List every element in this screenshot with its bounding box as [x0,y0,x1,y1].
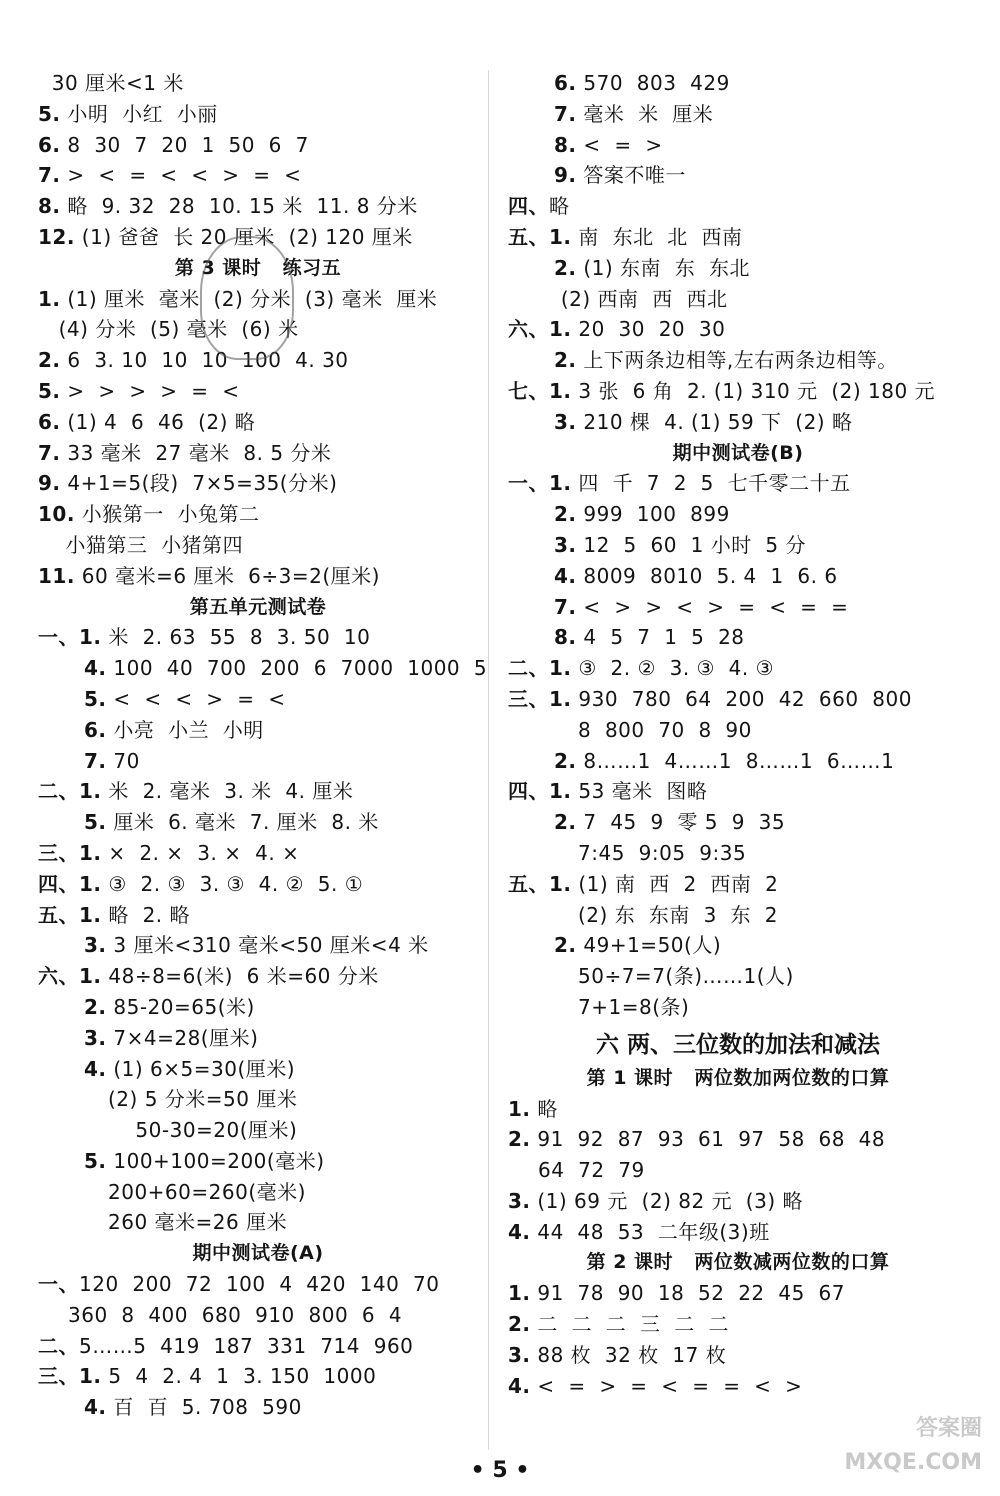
answer-line [508,1155,968,1186]
answer-text: 100 40 700 200 6 7000 1000 5 [106,656,488,681]
answer-line [508,1186,968,1217]
answer-text: 88 枚 32 枚 17 枚 [530,1342,727,1367]
answer-line [508,900,968,931]
answer-line [38,1115,478,1146]
answer-text: 33 毫米 27 毫米 8. 5 分米 [60,440,332,465]
answer-text: 6 3. 10 10 10 100 4. 30 [60,348,349,373]
answer-text: 85-20=65(米) [106,994,255,1019]
answer-line [508,992,968,1023]
answer-line [508,838,968,869]
question-number: 1. [508,1281,531,1306]
answer-line [38,499,478,530]
answer-line [508,592,968,623]
answer-text: 毫米 米 厘米 [576,101,714,126]
answer-line [38,376,478,407]
watermark-line: 答案圈 [915,1416,982,1441]
answer-line [38,1023,478,1054]
answer-text: 48÷8=6(米) 6 米=60 分米 [101,964,379,989]
question-number: 三、1. [38,840,102,865]
question-number: 5. [38,101,61,126]
answer-line [38,191,478,222]
answer-text: 120 200 72 100 4 420 140 70 [79,1272,440,1297]
answer-line [38,1084,478,1115]
question-number: 5. [84,1148,107,1173]
question-number: 2. [554,502,577,527]
answer-line [38,622,478,653]
question-number: 七、1. [508,378,572,403]
answer-text: 100+100=200(毫米) [106,1148,325,1173]
answer-line [508,869,968,900]
answer-line [508,130,968,161]
answer-text: (4) 分米 (5) 毫米 (6) 米 [38,317,299,342]
answer-line [508,530,968,561]
answer-line [508,1094,968,1125]
answer-text: 60 毫米=6 厘米 6÷3=2(厘米) [74,563,380,588]
answer-text: 答案不唯一 [576,163,686,188]
answer-text: 12 5 60 1 小时 5 分 [576,532,807,557]
question-number: 9. [554,163,577,188]
answer-text: > > > > = < [60,378,240,403]
answer-line [38,1177,478,1208]
answer-line [38,869,478,900]
answer-text: < = > = < = = < > [530,1373,803,1398]
answer-line [38,438,478,469]
answer-text: 50-30=20(厘米) [108,1118,298,1143]
answer-text: (1) 东南 东 东北 [576,255,750,280]
answer-line [508,1217,968,1248]
answer-text: 91 92 87 93 61 97 58 68 48 [530,1127,886,1152]
question-number: 2. [508,1127,531,1152]
question-number: 4. [508,1219,531,1244]
question-number: 9. [38,471,61,496]
answer-text: 百 百 5. 708 590 [106,1395,302,1420]
question-number: 2. [554,348,577,373]
answer-line [508,1124,968,1155]
answer-line [508,961,968,992]
answer-text: 8 800 70 8 90 [578,717,752,742]
answer-line [38,1300,478,1331]
answer-line [38,746,478,777]
answer-text: 7+1=8(条) [578,994,690,1019]
answer-text: 8 30 7 20 1 50 6 7 [60,132,309,157]
answer-text: 91 78 90 18 52 22 45 67 [530,1281,845,1306]
answer-line [508,222,968,253]
answer-text: 200+60=260(毫米) [108,1179,306,1204]
answer-line [508,1278,968,1309]
answer-line [38,776,478,807]
answer-text: 小亮 小兰 小明 [106,717,264,742]
question-number: 四、1. [508,779,572,804]
answer-text: 70 [106,748,140,773]
answer-text: 四 千 7 2 5 七千零二十五 [571,471,851,496]
answer-line [38,715,478,746]
question-number: 3. [508,1188,531,1213]
answer-text: 略 9. 32 28 10. 15 米 11. 8 分米 [60,194,418,219]
section-heading: 第 2 课时 两位数减两位数的口算 [586,1251,890,1274]
answer-text: (1) 厘米 毫米 (2) 分米 (3) 毫米 厘米 [60,286,438,311]
answer-line [508,314,968,345]
answer-text: (1) 南 西 2 西南 2 [571,871,779,896]
question-number: 2. [554,255,577,280]
watermark-line: MXQE.COM [844,1450,982,1475]
answer-text: 4 5 7 1 5 28 [576,625,745,650]
answer-line [508,68,968,99]
chapter-title: 六 两、三位数的加法和减法 [595,1031,880,1058]
answer-line [38,684,478,715]
answer-text: (1) 爸爸 长 20 厘米 (2) 120 厘米 [74,224,413,249]
answer-text: 略 [549,194,570,219]
question-number: 四、1. [38,871,102,896]
answer-text: 7 45 9 零 5 9 35 [576,810,786,835]
question-number: 二、 [38,1333,79,1358]
answer-line [38,1269,478,1300]
answer-text: 二 二 二 三 二 二 [530,1312,729,1337]
section-heading: 第 1 课时 两位数加两位数的口算 [586,1066,890,1089]
question-number: 4. [84,1056,107,1081]
question-number: 6. [38,409,61,434]
answer-text: (2) 西南 西 西北 [554,286,728,311]
answer-line [38,130,478,161]
answer-line [38,1361,478,1392]
question-number: 2. [508,1312,531,1337]
answer-line [508,1371,968,1402]
question-number: 5. [38,378,61,403]
answer-text: × 2. × 3. × 4. × [101,840,300,865]
question-number: 二、1. [508,656,572,681]
answer-text: > < = < < > = < [60,163,302,188]
answer-text: 64 72 79 [538,1158,645,1183]
answer-text: 4+1=5(段) 7×5=35(分米) [60,471,338,496]
section-heading: 期中测试卷(B) [672,441,804,464]
answer-line [508,653,968,684]
answer-text: 米 2. 毫米 3. 米 4. 厘米 [101,779,354,804]
answer-line [508,499,968,530]
answer-text: < < < > = < [106,686,286,711]
right-column [508,68,968,1401]
answer-line [508,345,968,376]
question-number: 5. [84,686,107,711]
answer-text: 5 4 2. 4 1 3. 150 1000 [101,1364,377,1389]
answer-text: (1) 69 元 (2) 82 元 (3) 略 [530,1188,803,1213]
answer-text: 7:45 9:05 9:35 [578,840,747,865]
section-heading: 第 3 课时 练习五 [174,256,342,279]
answer-line [38,930,478,961]
question-number: 7. [38,163,61,188]
section-heading: 期中测试卷(A) [192,1242,324,1265]
answer-text: 20 30 20 30 [571,317,726,342]
answer-text: 3 张 6 角 2. (1) 310 元 (2) 180 元 [571,378,936,403]
answer-text: ③ 2. ② 3. ③ 4. ③ [571,656,775,681]
answer-text: 44 48 53 二年级(3)班 [530,1219,770,1244]
answer-text: 50÷7=7(条)……1(人) [578,964,794,989]
question-number: 一、1. [508,471,572,496]
answer-line [508,1340,968,1371]
answer-line [38,407,478,438]
question-number: 7. [38,440,61,465]
answer-line [38,961,478,992]
answer-text: 930 780 64 200 42 660 800 [571,686,912,711]
question-number: 3. [84,933,107,958]
question-number: 一、 [38,1272,79,1297]
answer-line [508,468,968,499]
question-number: 7. [554,101,577,126]
answer-text: (1) 6×5=30(厘米) [106,1056,296,1081]
question-number: 11. [38,563,75,588]
answer-line [38,530,478,561]
answer-line [38,1146,478,1177]
answer-line [508,191,968,222]
question-number: 2. [554,810,577,835]
question-number: 4. [84,656,107,681]
answer-line [508,1309,968,1340]
answer-line [508,807,968,838]
answer-text: 小明 小红 小丽 [60,101,218,126]
question-number: 六、1. [508,317,572,342]
answer-line [38,1331,478,1362]
question-number: 3. [508,1342,531,1367]
question-number: 4. [554,563,577,588]
answer-line [38,838,478,869]
question-number: 12. [38,224,75,249]
question-number: 1. [38,286,61,311]
answer-text: 53 毫米 图略 [571,779,708,804]
question-number: 6. [554,71,577,95]
answer-line [38,1392,478,1423]
answer-line [508,99,968,130]
question-number: 2. [84,994,107,1019]
question-number: 一、1. [38,625,102,650]
answer-text: (1) 4 6 46 (2) 略 [60,409,256,434]
answer-text: 260 毫米=26 厘米 [108,1210,288,1235]
question-number: 2. [554,933,577,958]
answer-text: (2) 5 分米=50 厘米 [108,1087,298,1112]
question-number: 8. [38,194,61,219]
question-number: 5. [84,810,107,835]
answer-line [38,68,478,99]
answer-line [508,622,968,653]
question-number: 3. [84,1025,107,1050]
answer-text: (2) 东 东南 3 东 2 [578,902,778,927]
answer-text: < > > < > = < = = [576,594,849,619]
question-number: 五、1. [508,224,572,249]
question-number: 6. [38,132,61,157]
question-number: 8. [554,132,577,157]
answer-text: 厘米 6. 毫米 7. 厘米 8. 米 [106,810,379,835]
answer-line [508,376,968,407]
answer-line [508,284,968,315]
answer-line [508,930,968,961]
answer-text: 8009 8010 5. 4 1 6. 6 [576,563,838,588]
answer-line [508,776,968,807]
answer-text: < = > [576,132,663,157]
answer-text: 5……5 419 187 331 714 960 [79,1333,414,1358]
answer-line [38,99,478,130]
answer-text: ③ 2. ③ 3. ③ 4. ② 5. ① [101,871,364,896]
answer-line [38,900,478,931]
question-number: 二、1. [38,779,102,804]
answer-text: 小猴第一 小兔第二 [74,502,260,527]
answer-text: 上下两条边相等,左右两条边相等。 [576,348,898,373]
question-number: 2. [38,348,61,373]
question-number: 四、 [508,194,549,219]
answer-text: 米 2. 63 55 8 3. 50 10 [101,625,371,650]
question-number: 五、1. [38,902,102,927]
answer-line [508,684,968,715]
answer-text: 3 厘米<310 毫米<50 厘米<4 米 [106,933,429,958]
answer-text: 南 东北 北 西南 [571,224,743,249]
question-number: 4. [508,1373,531,1398]
question-number: 六、1. [38,964,102,989]
answer-text: 略 [530,1096,558,1121]
answer-text: 49+1=50(人) [576,933,722,958]
answer-line [38,1054,478,1085]
question-number: 3. [554,409,577,434]
answer-text: 999 100 899 [576,502,730,527]
answer-text: 570 803 429 [576,71,730,95]
answer-text: 30 厘米<1 米 [38,71,184,95]
question-number: 2. [554,748,577,773]
answer-line [508,715,968,746]
question-number: 1. [508,1096,531,1121]
question-number: 8. [554,625,577,650]
question-number: 4. [84,1395,107,1420]
question-number: 三、1. [508,686,572,711]
answer-line [508,253,968,284]
answer-line [508,407,968,438]
answer-line [508,160,968,191]
answer-line [508,561,968,592]
answer-text: 小猫第三 小猪第四 [38,532,244,557]
question-number: 10. [38,502,75,527]
answer-line [38,561,478,592]
page-number: • 5 • [470,1458,530,1483]
answer-line [38,1207,478,1238]
answer-text: 略 2. 略 [101,902,191,927]
answer-line [38,653,488,684]
column-divider [488,70,489,1450]
question-number: 三、1. [38,1364,102,1389]
answer-line [38,468,478,499]
answer-line [38,160,478,191]
answer-text: 360 8 400 680 910 800 6 4 [68,1302,403,1327]
question-number: 6. [84,717,107,742]
answer-line [38,992,478,1023]
answer-text: 8……1 4……1 8……1 6……1 [576,748,895,773]
question-number: 7. [84,748,107,773]
section-heading: 第五单元测试卷 [189,595,327,618]
answer-text: 210 棵 4. (1) 59 下 (2) 略 [576,409,853,434]
answer-text: 7×4=28(厘米) [106,1025,259,1050]
question-number: 五、1. [508,871,572,896]
question-number: 7. [554,594,577,619]
answer-line [508,746,968,777]
carrot-stamp-icon [200,236,294,360]
answer-line [38,807,478,838]
question-number: 3. [554,532,577,557]
